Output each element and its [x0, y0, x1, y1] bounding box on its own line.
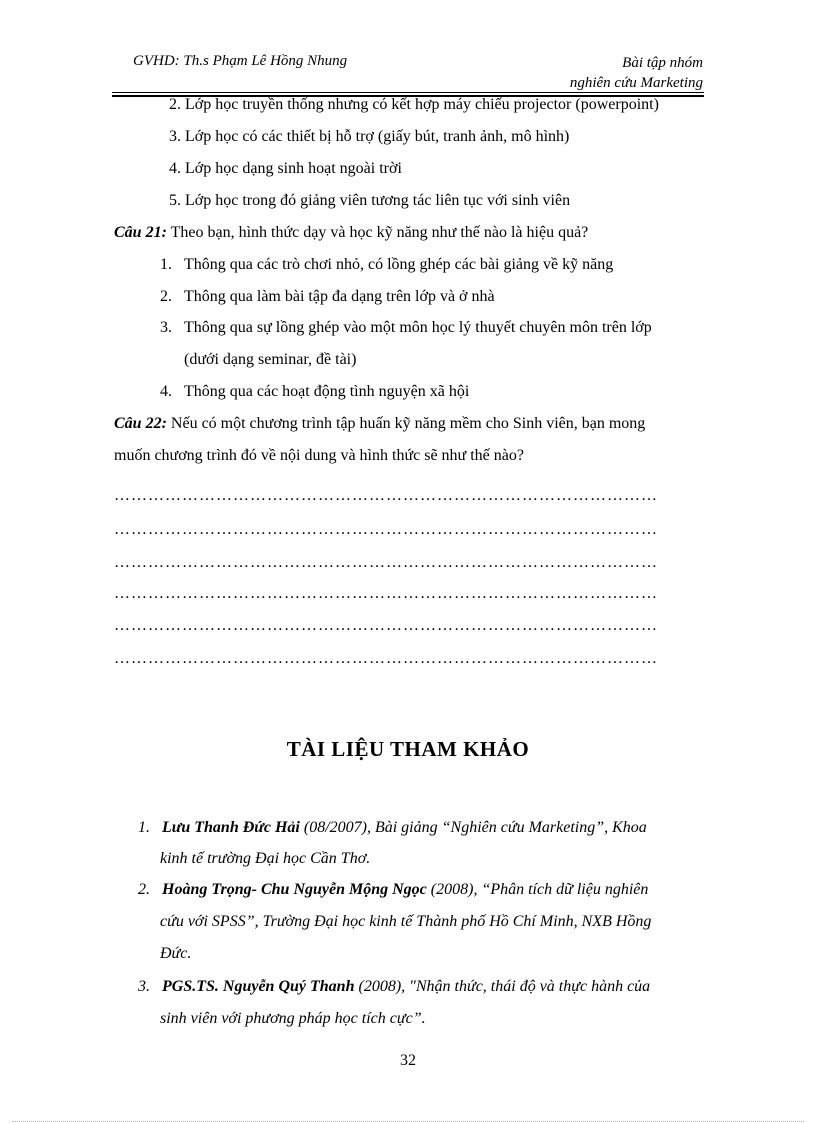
reference-3-cont: sinh viên với phương pháp học tích cực”. — [160, 1010, 426, 1027]
q21-option-number: 4. — [160, 383, 172, 400]
reference-2 — [138, 881, 648, 899]
q22-question-cont: muốn chương trình đó về nội dung và hình thức sẽ như thế nào? — [114, 447, 524, 464]
header-divider — [112, 92, 704, 93]
q22-text: Nếu có một chương trình tập huấn kỹ năng mềm cho Sinh viên, bạn mong — [166, 415, 646, 432]
q21-question — [114, 224, 588, 242]
q21-option-number: 3. — [160, 319, 172, 336]
q21-option-text: Thông qua sự lồng ghép vào một môn học lý thuyết chuyên môn trên lớp — [184, 319, 652, 336]
q21-label: Câu 21: — [114, 224, 167, 241]
q22-label: Câu 22: — [114, 415, 167, 432]
q22-question — [114, 415, 645, 433]
reference-author: Hoàng Trọng- Chu Nguyễn Mộng Ngọc — [162, 881, 427, 898]
q21-option-2 — [160, 288, 495, 306]
q21-option-3 — [160, 319, 652, 337]
q21-option-4 — [160, 383, 470, 401]
reference-2-cont: cứu với SPSS”, Trường Đại học kinh tế Thành phố Hồ Chí Minh, NXB Hồng — [160, 913, 652, 930]
q21-option-number: 1. — [160, 256, 172, 273]
q21-option-text: Thông qua làm bài tập đa dạng trên lớp và ở nhà — [184, 288, 495, 305]
reference-text: (2008), “Phân tích dữ liệu nghiên — [426, 881, 649, 898]
reference-1-cont: kinh tế trường Đại học Cần Thơ. — [160, 850, 371, 867]
q20-option-2: 2. Lớp học truyền thống nhưng có kết hợp máy chiếu projector (powerpoint) — [169, 96, 659, 113]
reference-author: PGS.TS. Nguyễn Quý Thanh — [162, 978, 355, 995]
q20-option-5: 5. Lớp học trong đó giảng viên tương tác liên tục với sinh viên — [169, 192, 571, 209]
page-edge — [12, 1121, 804, 1122]
q21-option-text: Thông qua các hoạt động tình nguyện xã hội — [184, 383, 470, 400]
reference-author: Lưu Thanh Đức Hải — [162, 819, 300, 836]
reference-text: (08/2007), Bài giảng “Nghiên cứu Marketing”, Khoa — [299, 819, 647, 836]
answer-line: …………………………………………………………………………………… — [114, 487, 658, 504]
q20-option-3: 3. Lớp học có các thiết bị hỗ trợ (giấy bút, tranh ảnh, mô hình) — [169, 128, 570, 145]
q20-option-4: 4. Lớp học dạng sinh hoạt ngoài trời — [169, 160, 402, 177]
q21-option-number: 2. — [160, 288, 172, 305]
answer-line: …………………………………………………………………………………… — [114, 650, 658, 667]
q21-text: Theo bạn, hình thức dạy và học kỹ năng như thế nào là hiệu quả? — [166, 224, 589, 241]
answer-line: …………………………………………………………………………………… — [114, 585, 658, 602]
answer-line: …………………………………………………………………………………… — [114, 521, 658, 538]
header-title — [570, 53, 703, 93]
answer-line: …………………………………………………………………………………… — [114, 554, 658, 571]
q21-option-text: Thông qua các trò chơi nhỏ, có lồng ghép các bài giảng về kỹ năng — [184, 256, 614, 273]
header-title-line1: Bài tập nhóm — [622, 55, 703, 71]
reference-3 — [138, 978, 650, 996]
page-number: 32 — [400, 1052, 416, 1069]
answer-line: …………………………………………………………………………………… — [114, 617, 658, 634]
reference-2-cont2: Đức. — [160, 945, 192, 962]
reference-text: (2008), "Nhận thức, thái độ và thực hành của — [354, 978, 651, 995]
reference-1 — [138, 819, 647, 837]
reference-number: 1. — [138, 819, 150, 836]
header-instructor: GVHD: Th.s Phạm Lê Hồng Nhung — [133, 53, 348, 69]
q21-option-3-cont: (dưới dạng seminar, đề tài) — [184, 351, 357, 368]
header-title-line2: nghiên cứu Marketing — [569, 75, 703, 91]
references-title: TÀI LIỆU THAM KHẢO — [286, 737, 530, 761]
reference-number: 3. — [138, 978, 150, 995]
q21-option-1 — [160, 256, 614, 274]
reference-number: 2. — [138, 881, 150, 898]
